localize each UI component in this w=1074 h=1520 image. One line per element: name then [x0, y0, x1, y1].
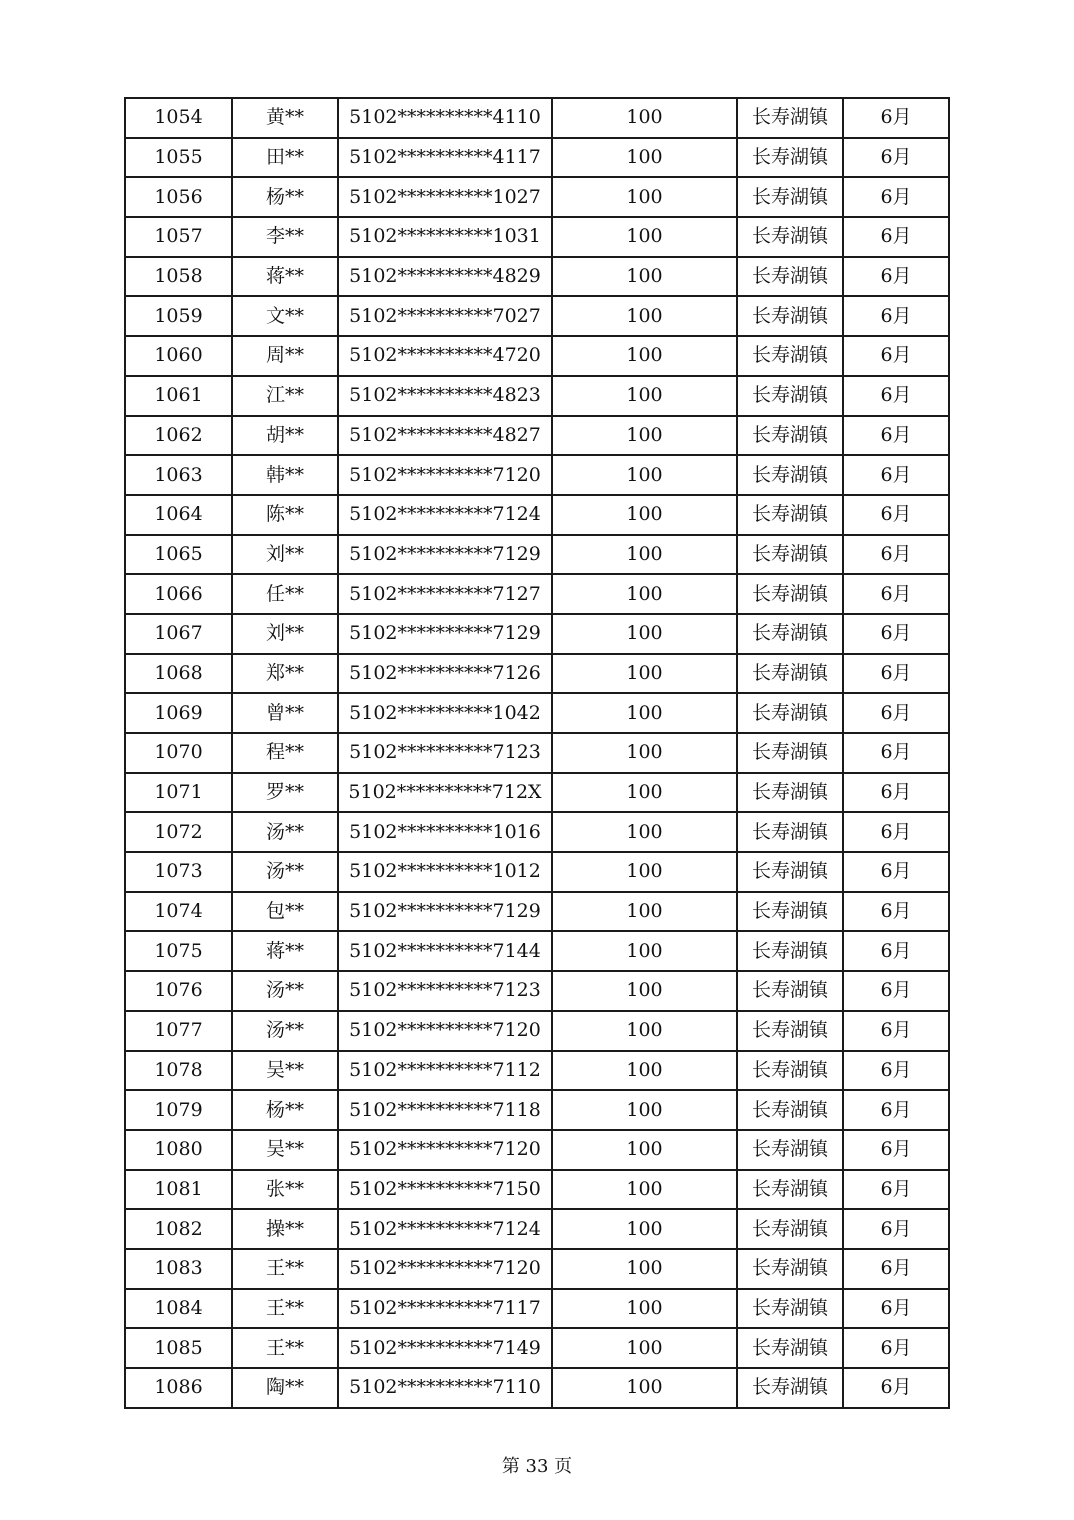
serial-number-cell: 1069 — [125, 693, 232, 733]
amount-cell: 100 — [552, 1170, 737, 1210]
month-cell: 6月 — [843, 455, 949, 495]
serial-number-cell: 1075 — [125, 931, 232, 971]
serial-number-cell: 1065 — [125, 535, 232, 575]
serial-number-cell: 1085 — [125, 1328, 232, 1368]
id-number-cell: 5102**********7124 — [338, 495, 552, 535]
month-cell: 6月 — [843, 138, 949, 178]
serial-number-cell: 1068 — [125, 654, 232, 694]
serial-number-cell: 1067 — [125, 614, 232, 654]
name-cell: 吴** — [232, 1051, 338, 1091]
id-number-cell: 5102**********7110 — [338, 1368, 552, 1408]
serial-number-cell: 1062 — [125, 416, 232, 456]
name-cell: 刘** — [232, 614, 338, 654]
table-row — [125, 416, 949, 456]
month-cell: 6月 — [843, 1130, 949, 1170]
table-row — [125, 773, 949, 813]
id-number-cell: 5102**********4720 — [338, 336, 552, 376]
town-cell: 长寿湖镇 — [737, 852, 843, 892]
serial-number-cell: 1063 — [125, 455, 232, 495]
month-cell: 6月 — [843, 574, 949, 614]
name-cell: 蒋** — [232, 257, 338, 297]
serial-number-cell: 1086 — [125, 1368, 232, 1408]
name-cell: 陈** — [232, 495, 338, 535]
town-cell: 长寿湖镇 — [737, 455, 843, 495]
id-number-cell: 5102**********4117 — [338, 138, 552, 178]
table-row — [125, 1130, 949, 1170]
id-number-cell: 5102**********7127 — [338, 574, 552, 614]
town-cell: 长寿湖镇 — [737, 376, 843, 416]
name-cell: 韩** — [232, 455, 338, 495]
id-number-cell: 5102**********1042 — [338, 693, 552, 733]
month-cell: 6月 — [843, 1209, 949, 1249]
name-cell: 杨** — [232, 1090, 338, 1130]
table-row — [125, 1368, 949, 1408]
amount-cell: 100 — [552, 1289, 737, 1329]
table-row — [125, 495, 949, 535]
month-cell: 6月 — [843, 535, 949, 575]
serial-number-cell: 1066 — [125, 574, 232, 614]
amount-cell: 100 — [552, 892, 737, 932]
table-row — [125, 217, 949, 257]
month-cell: 6月 — [843, 812, 949, 852]
amount-cell: 100 — [552, 971, 737, 1011]
month-cell: 6月 — [843, 773, 949, 813]
amount-cell: 100 — [552, 931, 737, 971]
table-row — [125, 733, 949, 773]
month-cell: 6月 — [843, 931, 949, 971]
amount-cell: 100 — [552, 535, 737, 575]
serial-number-cell: 1055 — [125, 138, 232, 178]
town-cell: 长寿湖镇 — [737, 1209, 843, 1249]
month-cell: 6月 — [843, 177, 949, 217]
name-cell: 王** — [232, 1289, 338, 1329]
amount-cell: 100 — [552, 693, 737, 733]
town-cell: 长寿湖镇 — [737, 177, 843, 217]
serial-number-cell: 1057 — [125, 217, 232, 257]
serial-number-cell: 1077 — [125, 1011, 232, 1051]
town-cell: 长寿湖镇 — [737, 1249, 843, 1289]
id-number-cell: 5102**********7144 — [338, 931, 552, 971]
table-row — [125, 535, 949, 575]
amount-cell: 100 — [552, 336, 737, 376]
table-row — [125, 812, 949, 852]
amount-cell: 100 — [552, 614, 737, 654]
id-number-cell: 5102**********7129 — [338, 535, 552, 575]
amount-cell: 100 — [552, 1328, 737, 1368]
name-cell: 刘** — [232, 535, 338, 575]
id-number-cell: 5102**********1031 — [338, 217, 552, 257]
amount-cell: 100 — [552, 138, 737, 178]
amount-cell: 100 — [552, 177, 737, 217]
town-cell: 长寿湖镇 — [737, 1170, 843, 1210]
amount-cell: 100 — [552, 495, 737, 535]
serial-number-cell: 1054 — [125, 98, 232, 138]
amount-cell: 100 — [552, 1130, 737, 1170]
town-cell: 长寿湖镇 — [737, 98, 843, 138]
serial-number-cell: 1058 — [125, 257, 232, 297]
town-cell: 长寿湖镇 — [737, 296, 843, 336]
table-row — [125, 892, 949, 932]
amount-cell: 100 — [552, 1090, 737, 1130]
name-cell: 王** — [232, 1249, 338, 1289]
amount-cell: 100 — [552, 217, 737, 257]
name-cell: 江** — [232, 376, 338, 416]
page-number: 第 33 页 — [501, 1456, 573, 1477]
town-cell: 长寿湖镇 — [737, 931, 843, 971]
town-cell: 长寿湖镇 — [737, 574, 843, 614]
amount-cell: 100 — [552, 257, 737, 297]
town-cell: 长寿湖镇 — [737, 1051, 843, 1091]
serial-number-cell: 1082 — [125, 1209, 232, 1249]
id-number-cell: 5102**********1012 — [338, 852, 552, 892]
month-cell: 6月 — [843, 296, 949, 336]
table-row — [125, 455, 949, 495]
month-cell: 6月 — [843, 376, 949, 416]
table-row — [125, 177, 949, 217]
serial-number-cell: 1059 — [125, 296, 232, 336]
id-number-cell: 5102**********7123 — [338, 971, 552, 1011]
serial-number-cell: 1084 — [125, 1289, 232, 1329]
name-cell: 汤** — [232, 971, 338, 1011]
id-number-cell: 5102**********4827 — [338, 416, 552, 456]
serial-number-cell: 1078 — [125, 1051, 232, 1091]
table-row — [125, 1289, 949, 1329]
town-cell: 长寿湖镇 — [737, 812, 843, 852]
month-cell: 6月 — [843, 416, 949, 456]
name-cell: 曾** — [232, 693, 338, 733]
month-cell: 6月 — [843, 654, 949, 694]
name-cell: 吴** — [232, 1130, 338, 1170]
table-row — [125, 1170, 949, 1210]
month-cell: 6月 — [843, 733, 949, 773]
id-number-cell: 5102**********7150 — [338, 1170, 552, 1210]
id-number-cell: 5102**********7120 — [338, 1130, 552, 1170]
id-number-cell: 5102**********7118 — [338, 1090, 552, 1130]
id-number-cell: 5102**********7120 — [338, 455, 552, 495]
month-cell: 6月 — [843, 1368, 949, 1408]
town-cell: 长寿湖镇 — [737, 336, 843, 376]
town-cell: 长寿湖镇 — [737, 773, 843, 813]
town-cell: 长寿湖镇 — [737, 416, 843, 456]
month-cell: 6月 — [843, 1051, 949, 1091]
amount-cell: 100 — [552, 1011, 737, 1051]
month-cell: 6月 — [843, 892, 949, 932]
id-number-cell: 5102**********712X — [338, 773, 552, 813]
serial-number-cell: 1083 — [125, 1249, 232, 1289]
town-cell: 长寿湖镇 — [737, 217, 843, 257]
amount-cell: 100 — [552, 654, 737, 694]
name-cell: 杨** — [232, 177, 338, 217]
town-cell: 长寿湖镇 — [737, 892, 843, 932]
table-row — [125, 931, 949, 971]
town-cell: 长寿湖镇 — [737, 614, 843, 654]
table-row — [125, 693, 949, 733]
name-cell: 操** — [232, 1209, 338, 1249]
month-cell: 6月 — [843, 98, 949, 138]
table-row — [125, 1011, 949, 1051]
id-number-cell: 5102**********4829 — [338, 257, 552, 297]
town-cell: 长寿湖镇 — [737, 1011, 843, 1051]
table-row — [125, 971, 949, 1011]
name-cell: 文** — [232, 296, 338, 336]
id-number-cell: 5102**********7120 — [338, 1249, 552, 1289]
amount-cell: 100 — [552, 733, 737, 773]
month-cell: 6月 — [843, 1170, 949, 1210]
town-cell: 长寿湖镇 — [737, 971, 843, 1011]
id-number-cell: 5102**********7126 — [338, 654, 552, 694]
table-row — [125, 1209, 949, 1249]
name-cell: 陶** — [232, 1368, 338, 1408]
serial-number-cell: 1061 — [125, 376, 232, 416]
table-row — [125, 98, 949, 138]
town-cell: 长寿湖镇 — [737, 1130, 843, 1170]
amount-cell: 100 — [552, 1209, 737, 1249]
serial-number-cell: 1064 — [125, 495, 232, 535]
amount-cell: 100 — [552, 812, 737, 852]
name-cell: 汤** — [232, 1011, 338, 1051]
town-cell: 长寿湖镇 — [737, 733, 843, 773]
table-row — [125, 336, 949, 376]
table-row — [125, 614, 949, 654]
id-number-cell: 5102**********7117 — [338, 1289, 552, 1329]
name-cell: 周** — [232, 336, 338, 376]
month-cell: 6月 — [843, 693, 949, 733]
amount-cell: 100 — [552, 98, 737, 138]
serial-number-cell: 1081 — [125, 1170, 232, 1210]
month-cell: 6月 — [843, 614, 949, 654]
month-cell: 6月 — [843, 1011, 949, 1051]
town-cell: 长寿湖镇 — [737, 257, 843, 297]
month-cell: 6月 — [843, 1249, 949, 1289]
table-row — [125, 852, 949, 892]
town-cell: 长寿湖镇 — [737, 1289, 843, 1329]
month-cell: 6月 — [843, 852, 949, 892]
town-cell: 长寿湖镇 — [737, 1090, 843, 1130]
name-cell: 罗** — [232, 773, 338, 813]
serial-number-cell: 1072 — [125, 812, 232, 852]
name-cell: 包** — [232, 892, 338, 932]
table-row — [125, 654, 949, 694]
serial-number-cell: 1071 — [125, 773, 232, 813]
serial-number-cell: 1060 — [125, 336, 232, 376]
table-row — [125, 1249, 949, 1289]
month-cell: 6月 — [843, 257, 949, 297]
name-cell: 李** — [232, 217, 338, 257]
name-cell: 汤** — [232, 812, 338, 852]
month-cell: 6月 — [843, 495, 949, 535]
id-number-cell: 5102**********7129 — [338, 892, 552, 932]
town-cell: 长寿湖镇 — [737, 693, 843, 733]
id-number-cell: 5102**********7120 — [338, 1011, 552, 1051]
amount-cell: 100 — [552, 296, 737, 336]
amount-cell: 100 — [552, 455, 737, 495]
amount-cell: 100 — [552, 574, 737, 614]
month-cell: 6月 — [843, 336, 949, 376]
month-cell: 6月 — [843, 1090, 949, 1130]
id-number-cell: 5102**********1027 — [338, 177, 552, 217]
name-cell: 张** — [232, 1170, 338, 1210]
name-cell: 胡** — [232, 416, 338, 456]
town-cell: 长寿湖镇 — [737, 495, 843, 535]
serial-number-cell: 1073 — [125, 852, 232, 892]
id-number-cell: 5102**********4110 — [338, 98, 552, 138]
serial-number-cell: 1080 — [125, 1130, 232, 1170]
id-number-cell: 5102**********7027 — [338, 296, 552, 336]
id-number-cell: 5102**********1016 — [338, 812, 552, 852]
amount-cell: 100 — [552, 852, 737, 892]
table-row — [125, 574, 949, 614]
id-number-cell: 5102**********7129 — [338, 614, 552, 654]
serial-number-cell: 1076 — [125, 971, 232, 1011]
table-row — [125, 1328, 949, 1368]
id-number-cell: 5102**********7123 — [338, 733, 552, 773]
name-cell: 程** — [232, 733, 338, 773]
serial-number-cell: 1079 — [125, 1090, 232, 1130]
serial-number-cell: 1070 — [125, 733, 232, 773]
town-cell: 长寿湖镇 — [737, 654, 843, 694]
table-row — [125, 138, 949, 178]
month-cell: 6月 — [843, 1328, 949, 1368]
table-row — [125, 296, 949, 336]
town-cell: 长寿湖镇 — [737, 138, 843, 178]
name-cell: 任** — [232, 574, 338, 614]
amount-cell: 100 — [552, 773, 737, 813]
serial-number-cell: 1056 — [125, 177, 232, 217]
record-table-body — [125, 98, 949, 1408]
amount-cell: 100 — [552, 376, 737, 416]
record-table — [124, 97, 950, 1409]
table-row — [125, 257, 949, 297]
id-number-cell: 5102**********7112 — [338, 1051, 552, 1091]
table-row — [125, 1090, 949, 1130]
month-cell: 6月 — [843, 971, 949, 1011]
town-cell: 长寿湖镇 — [737, 1368, 843, 1408]
id-number-cell: 5102**********7124 — [338, 1209, 552, 1249]
amount-cell: 100 — [552, 1051, 737, 1091]
id-number-cell: 5102**********7149 — [338, 1328, 552, 1368]
name-cell: 王** — [232, 1328, 338, 1368]
table-row — [125, 376, 949, 416]
name-cell: 汤** — [232, 852, 338, 892]
serial-number-cell: 1074 — [125, 892, 232, 932]
town-cell: 长寿湖镇 — [737, 535, 843, 575]
amount-cell: 100 — [552, 1368, 737, 1408]
name-cell: 郑** — [232, 654, 338, 694]
month-cell: 6月 — [843, 217, 949, 257]
name-cell: 黄** — [232, 98, 338, 138]
id-number-cell: 5102**********4823 — [338, 376, 552, 416]
amount-cell: 100 — [552, 1249, 737, 1289]
table-row — [125, 1051, 949, 1091]
name-cell: 田** — [232, 138, 338, 178]
month-cell: 6月 — [843, 1289, 949, 1329]
town-cell: 长寿湖镇 — [737, 1328, 843, 1368]
name-cell: 蒋** — [232, 931, 338, 971]
amount-cell: 100 — [552, 416, 737, 456]
